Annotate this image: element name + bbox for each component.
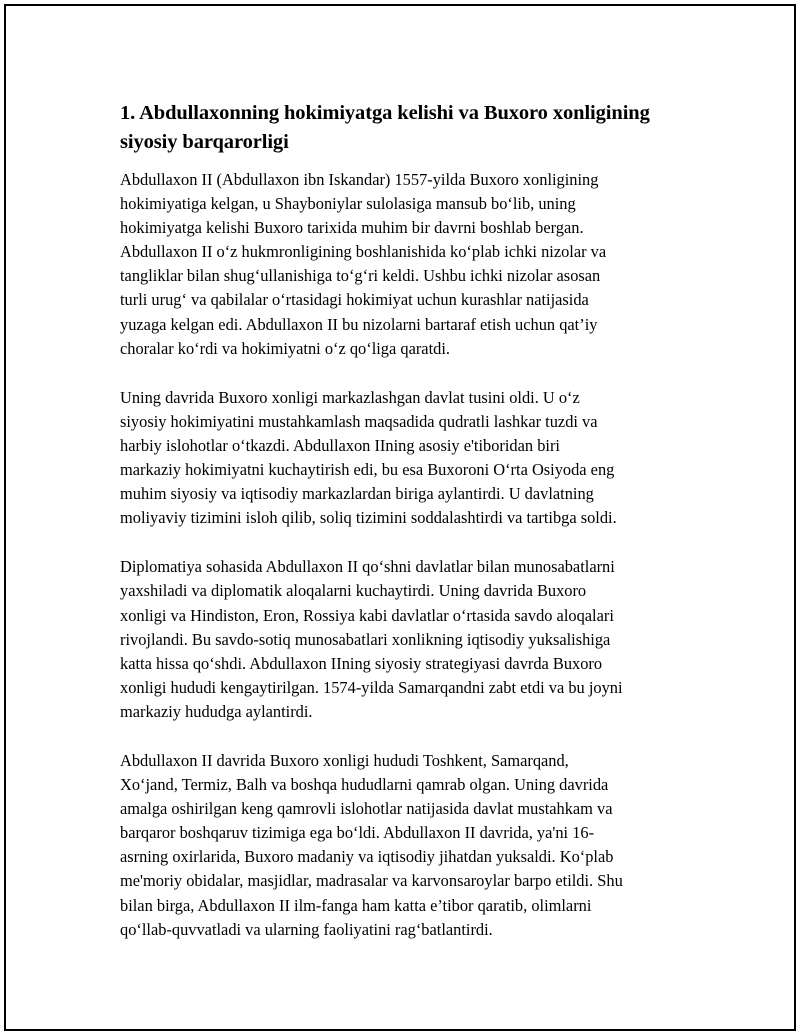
text-line: yuzaga kelgan edi. Abdullaxon II bu nizolarni bartaraf etish uchun qat’iy [120,314,598,334]
text-line: Abdullaxon II (Abdullaxon ibn Iskandar) 1557-yilda Buxoro xonligining [120,170,599,189]
text-line: hokimiyatga kelishi Buxoro tarixida muhim bir davrni boshlab bergan. [120,218,584,238]
text-line: yaxshiladi va diplomatik aloqalarni kuchaytirdi. Uning davrida Buxoro [120,581,587,601]
text-line: harbiy islohotlar o‘tkazdi. Abdullaxon IIning asosiy e'tiboridan biri [120,435,560,455]
text-line: qo‘llab-quvvatladi va ularning faoliyatini rag‘batlantirdi. [120,919,493,939]
text-line: asrning oxirlarida, Buxoro madaniy va iqtisodiy jihatdan yuksaldi. Ko‘plab [120,847,614,867]
text-line: Uning davrida Buxoro xonligi markazlashgan davlat tusini oldi. U o‘z [120,387,580,407]
text-line: bilan birga, Abdullaxon II ilm-fanga ham katta e’tibor qaratib, olimlarni [120,895,592,915]
page-frame [4,4,796,1031]
heading-line: 1. Abdullaxonning hokimiyatga kelishi va Buxoro xonligining [120,102,650,124]
text-line: siyosiy hokimiyatini mustahkamlash maqsadida qudratli lashkar tuzdi va [120,411,598,431]
text-line: hokimiyatiga kelgan, u Shayboniylar sulolasiga mansub bo‘lib, uning [120,194,576,214]
text-line: me'moriy obidalar, masjidlar, madrasalar va karvonsaroylar barpo etildi. Shu [120,871,623,891]
paragraph-3 [120,555,680,724]
text-line: markaziy hokimiyatni kuchaytirish edi, bu esa Buxoroni O‘rta Osiyoda eng [120,460,615,480]
text-line: Abdullaxon II o‘z hukmronligining boshlanishida ko‘plab ichki nizolar va [120,242,607,262]
heading-line: siyosiy barqarorligi [120,131,289,153]
text-line: xonligi va Hindiston, Eron, Rossiya kabi davlatlar o‘rtasida savdo aloqalari [120,605,614,625]
text-line: choralar ko‘rdi va hokimiyatni o‘z qo‘liga qaratdi. [120,338,450,358]
paragraph-1 [120,168,680,361]
text-line: xonligi hududi kengaytirilgan. 1574-yilda Samarqandni zabt etdi va bu joyni [120,677,623,697]
text-line: Diplomatiya sohasida Abdullaxon II qo‘shni davlatlar bilan munosabatlarni [120,557,615,577]
section-heading [120,99,680,157]
text-line: Abdullaxon II davrida Buxoro xonligi hududi Toshkent, Samarqand, [120,750,569,770]
document-body [120,99,680,967]
text-line: amalga oshirilgan keng qamrovli islohotlar natijasida davlat mustahkam va [120,799,613,819]
text-line: turli urug‘ va qabilalar o‘rtasidagi hokimiyat uchun kurashlar natijasida [120,290,589,310]
text-line: katta hissa qo‘shdi. Abdullaxon IIning siyosiy strategiyasi davrda Buxoro [120,653,603,673]
text-line: barqaror boshqaruv tizimiga ega bo‘ldi. Abdullaxon II davrida, ya'ni 16- [120,823,595,843]
text-line: Xo‘jand, Termiz, Balh va boshqa hududlarni qamrab olgan. Uning davrida [120,775,609,795]
text-line: moliyaviy tizimini isloh qilib, soliq tizimini soddalashtirdi va tartibga soldi. [120,508,617,528]
text-line: rivojlandi. Bu savdo-sotiq munosabatlari xonlikning iqtisodiy yuksalishiga [120,629,611,649]
text-line: muhim siyosiy va iqtisodiy markazlardan biriga aylantirdi. U davlatning [120,484,594,504]
paragraph-2 [120,386,680,531]
text-line: markaziy hududga aylantirdi. [120,701,313,721]
text-line: tangliklar bilan shug‘ullanishiga to‘g‘ri keldi. Ushbu ichki nizolar asosan [120,266,601,286]
paragraph-4 [120,749,680,942]
